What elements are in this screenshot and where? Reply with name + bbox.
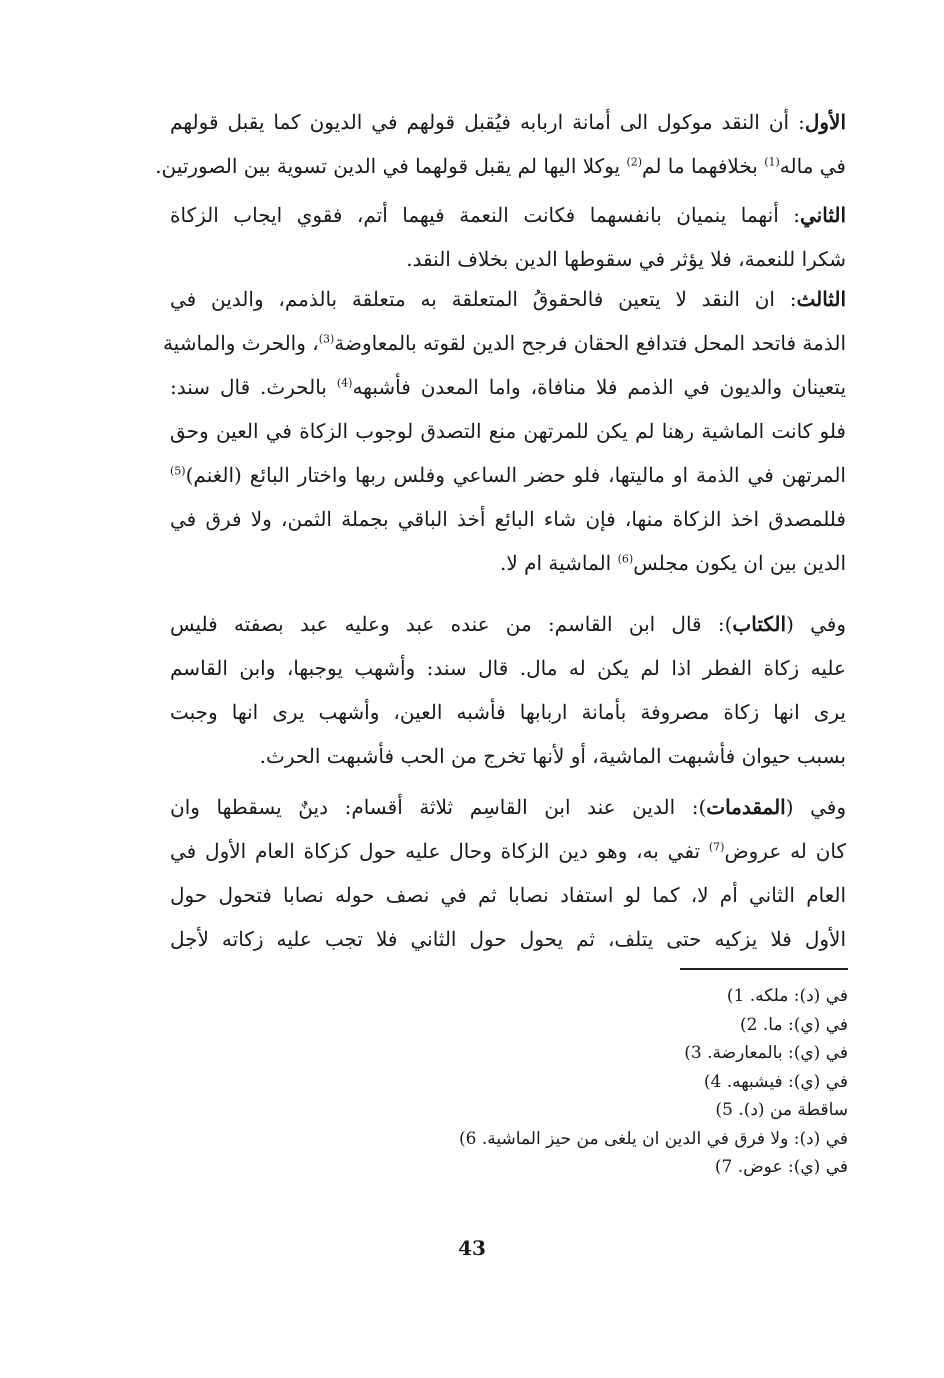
text-line [170, 602, 846, 646]
text-line [170, 453, 846, 497]
text-line [170, 237, 846, 281]
heading-second: الثاني [799, 203, 846, 227]
line-text: بسبب حيوان فأشبهت الماشية، أو لأنها تخرج من الحب فأشبهت الحرث. [259, 744, 846, 768]
line-text: فلو كانت الماشية رهنا لم يكن للمرتهن منع التصدق لوجوب الزكاة في العين وحق [170, 419, 846, 443]
line-text: تفي به، وهو دين الزكاة وحال عليه حول كزكاة العام الأول في [170, 839, 709, 863]
text-line [170, 646, 846, 690]
paragraph-first [155, 100, 846, 188]
footnote-ref: (4) [336, 376, 353, 390]
line-text: كان له عروض [724, 839, 847, 863]
line-text: ، والحرث والماشية [162, 331, 319, 355]
line-text: العام الثاني أم لا، كما لو استفاد نصابا ثم في نصف حوله نصابا فتحول حول [170, 883, 846, 907]
heading-muqaddimat: المقدمات [706, 795, 786, 819]
footnote-ref: (3) [318, 332, 335, 346]
footnote-ref: (5) [170, 464, 186, 478]
footnote-item [300, 1153, 848, 1182]
heading-first: الأول [804, 110, 846, 134]
footnote-item [300, 1011, 848, 1040]
text-line [170, 734, 846, 778]
text-line [170, 917, 846, 961]
heading-kitab: الكتاب [732, 612, 787, 636]
footnote-number: 4) [703, 1071, 722, 1092]
paragraph-third [162, 277, 847, 585]
line-text: شكرا للنعمة، فلا يؤثر في سقوطها الدين بخلاف النقد. [406, 247, 846, 271]
text-line [170, 365, 846, 409]
page-number: 43 [458, 1236, 486, 1260]
line-text: المرتهن في الذمة او ماليتها، فلو حضر الساعي وفلس ربها واختار البائع (الغنم) [185, 463, 846, 487]
footnote-item [300, 982, 848, 1011]
footnote-item [300, 1068, 848, 1097]
line-text: يتعينان والديون في الذمم فلا منافاة، واما المعدن فأشبهه [352, 375, 847, 399]
line-text: وفي ( [786, 612, 846, 636]
footnote-item [300, 1039, 848, 1068]
line-text: فللمصدق اخذ الزكاة منها، فإن شاء البائع أخذ الباقي بجملة الثمن، ولا فرق في [170, 507, 846, 531]
text-line [162, 321, 846, 365]
text-line [170, 497, 846, 541]
footnote-divider [680, 968, 848, 970]
text-line [170, 541, 846, 585]
text-line [170, 785, 846, 829]
footnote-text: في (ي): عوض. [737, 1157, 848, 1177]
footnote-number: 2) [740, 1014, 758, 1035]
footnote-number: 1) [726, 986, 745, 1006]
footnote-number: 6) [459, 1128, 477, 1149]
text-line [170, 277, 846, 321]
paragraph-muqaddimat [170, 785, 846, 961]
text-line [170, 829, 846, 873]
line-text: الدين بين ان يكون مجلس [633, 551, 846, 575]
line-text: الماشية ام لا. [499, 551, 618, 575]
footnotes [300, 982, 848, 1182]
footnote-ref: (1) [764, 155, 780, 169]
line-text: : أنهما ينميان بانفسهما فكانت النعمة فيهما أتم، فقوي ايجاب الزكاة [170, 203, 800, 227]
heading-third: الثالث [796, 287, 846, 311]
footnote-text: في (ي): فيشبهه. [726, 1071, 848, 1092]
text-line [170, 409, 846, 453]
text-line [155, 144, 846, 188]
line-text: الذمة فاتحد المحل فتدافع الحقان فرجح الدين لقوته بالمعاوضة [334, 331, 846, 355]
line-text: يرى انها زكاة مصروفة بأمانة اربابها فأشبه العين، وأشهب يرى انها وجبت [170, 700, 846, 724]
footnote-number: 5) [715, 1100, 733, 1120]
line-text: في ماله [779, 154, 846, 178]
line-text: يوكلا اليها لم يقبل قولهما في الدين تسوية بين الصورتين. [155, 154, 627, 178]
footnote-ref: (2) [626, 155, 643, 169]
footnote-item [300, 1125, 848, 1154]
footnote-text: في (د): ولا فرق في الدين ان يلغى من حيز الماشية. [481, 1128, 848, 1149]
line-text: : أن النقد موكول الى أمانة اربابه فيُقبل قولهم في الديون كما يقبل قولهم [170, 110, 805, 134]
text-line [170, 193, 846, 237]
line-text: بالحرث. قال سند: [170, 375, 337, 399]
line-text: الأول فلا يزكيه حتى يتلف، ثم يحول حول الثاني فلا تجب عليه زكاته لأجل [170, 927, 846, 951]
line-text: ): قال ابن القاسم: من عنده عبد وعليه عبد بصفته فليس [170, 612, 733, 636]
footnote-number: 3) [684, 1043, 702, 1063]
footnote-ref: (6) [617, 552, 634, 566]
text-line [170, 873, 846, 917]
footnote-text: في (ي): ما. [762, 1014, 848, 1035]
line-text: بخلافهما ما لم [642, 154, 765, 178]
line-text: عليه زكاة الفطر اذا لم يكن له مال. قال سند: وأشهب يوجبها، وابن القاسم [170, 656, 846, 680]
line-text: ): الدين عند ابن القاسِم ثلاثة أقسام: دينٌ يسقطها وان [170, 795, 707, 819]
paragraph-second [170, 193, 846, 281]
footnote-text: في (د): ملكه. [749, 986, 848, 1006]
line-text: وفي ( [785, 795, 846, 819]
footnote-item [300, 1096, 848, 1125]
text-line [170, 690, 846, 734]
paragraph-kitab [170, 602, 846, 778]
text-line [170, 100, 846, 144]
footnote-ref: (7) [708, 840, 725, 854]
footnote-text: ساقطة من (د). [738, 1100, 848, 1120]
line-text: : ان النقد لا يتعين فالحقوقُ المتعلقة به متعلقة بالذمم، والدين في [170, 287, 797, 311]
footnote-text: في (ي): بالمعارضة. [707, 1043, 848, 1063]
footnote-number: 7) [714, 1157, 733, 1177]
